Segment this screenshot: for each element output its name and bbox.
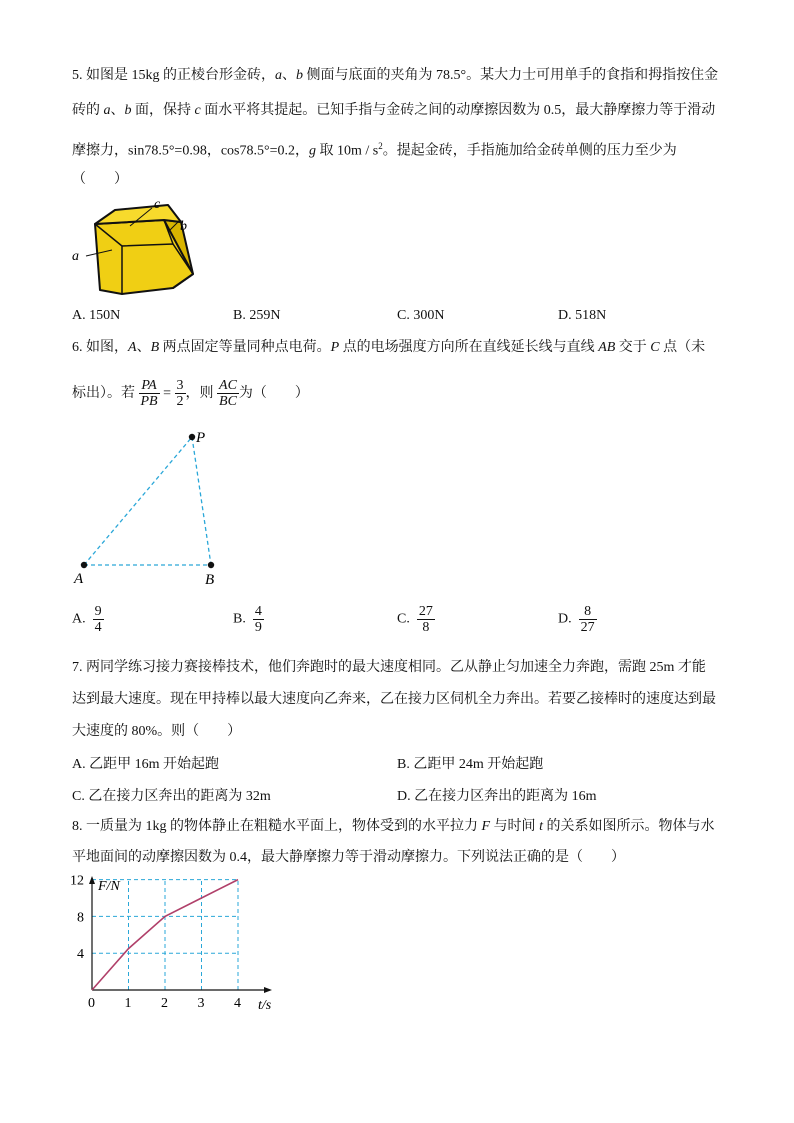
q5-option-d[interactable]: D. 518N xyxy=(558,308,607,323)
y-axis-label: F/N xyxy=(98,879,120,894)
q5-option-a[interactable]: A. 150N xyxy=(72,308,121,323)
label-a-point: A xyxy=(74,571,84,587)
q5-line1: 5. 如图是 15kg 的正棱台形金砖，a、b 侧面与底面的夹角为 78.5°。某大力士可用单手的食指和拇指按住金 xyxy=(72,68,719,83)
q7-option-d[interactable]: D. 乙在接力区奔出的距离为 16m xyxy=(397,789,597,804)
q5-line2: 砖的 a、b 面，保持 c 面水平将其提起。已知手指与金砖之间的动摩擦因数为 0.5，最大静摩擦力等于滑动 xyxy=(72,103,716,118)
x-tick-label-2: 2 xyxy=(161,996,168,1011)
q6-line2: 标出）。若 $\frac{PA}{PB}$ = $\frac{3}{2}$ ，则 $\frac{AC}{BC}$ 为（ ） xyxy=(72,378,309,410)
q8-line1: 8. 一质量为 1kg 的物体静止在粗糙水平面上，物体受到的水平拉力 F 与时间 t 的关系如图所示。物体与水 xyxy=(72,819,715,834)
q7-line3: 大速度的 80%。则（ ） xyxy=(72,724,242,739)
label-b-point: B xyxy=(205,572,215,588)
label-c: c xyxy=(154,197,161,212)
q7-option-b[interactable]: B. 乙距甲 24m 开始起跑 xyxy=(397,757,544,772)
x-tick-label-0: 0 xyxy=(88,996,95,1011)
q6-option-a[interactable]: A. $\frac{9}{4}$ xyxy=(72,604,102,635)
x-tick-label-3: 3 xyxy=(197,996,205,1011)
triangle-figure xyxy=(70,425,230,590)
q7-option-c[interactable]: C. 乙在接力区奔出的距离为 32m xyxy=(72,789,271,804)
q8-line2: 平地面间的动摩擦因数为 0.4，最大静摩擦力等于滑动摩擦力。下列说法正确的是（ ） xyxy=(72,850,625,865)
x-tick-label-1: 1 xyxy=(124,996,132,1011)
gold-brick-figure xyxy=(68,192,200,300)
q5-option-c[interactable]: C. 300N xyxy=(397,308,445,323)
q6-line1: 6. 如图，A、B 两点固定等量同种点电荷。P 点的电场强度方向所在直线延长线与直线 AB 交于 C 点（未 xyxy=(72,340,706,355)
q5-line3: 摩擦力，sin78.5°=0.98，cos78.5°=0.2，g 取 $10m / s^2$。提起金砖，手指施加给金砖单侧的压力至少为 xyxy=(72,141,677,159)
x-tick-label-4: 4 xyxy=(234,996,241,1011)
y-tick-label-4: 4 xyxy=(77,947,84,963)
label-p: P xyxy=(196,430,206,446)
q5-paren: （ ） xyxy=(72,172,128,187)
force-time-chart xyxy=(60,872,290,1017)
q6-option-c[interactable]: C. $\frac{27}{8}$ xyxy=(397,604,433,635)
brick-face-c xyxy=(95,205,181,224)
q6-option-d[interactable]: D. $\frac{8}{27}$ xyxy=(558,604,595,635)
label-b: b xyxy=(180,219,187,234)
q7-line2: 达到最大速度。现在甲持棒以最大速度向乙奔来，乙在接力区伺机全力奔出。若要乙接棒时的速度达到最 xyxy=(72,692,716,707)
q5-option-b[interactable]: B. 259N xyxy=(233,308,281,323)
label-a: a xyxy=(72,249,79,264)
q6-option-b[interactable]: B. $\frac{4}{9}$ xyxy=(233,604,262,635)
q7-option-a[interactable]: A. 乙距甲 16m 开始起跑 xyxy=(72,757,219,772)
y-tick-label-12: 12 xyxy=(70,873,84,889)
x-axis-arrow xyxy=(264,987,272,993)
x-axis-label: t/s xyxy=(258,998,272,1013)
y-tick-label-8: 8 xyxy=(77,910,84,926)
q7-line1: 7. 两同学练习接力赛接棒技术，他们奔跑时的最大速度相同。乙从静止匀加速全力奔跑，需跑 25m 才能 xyxy=(72,660,706,675)
